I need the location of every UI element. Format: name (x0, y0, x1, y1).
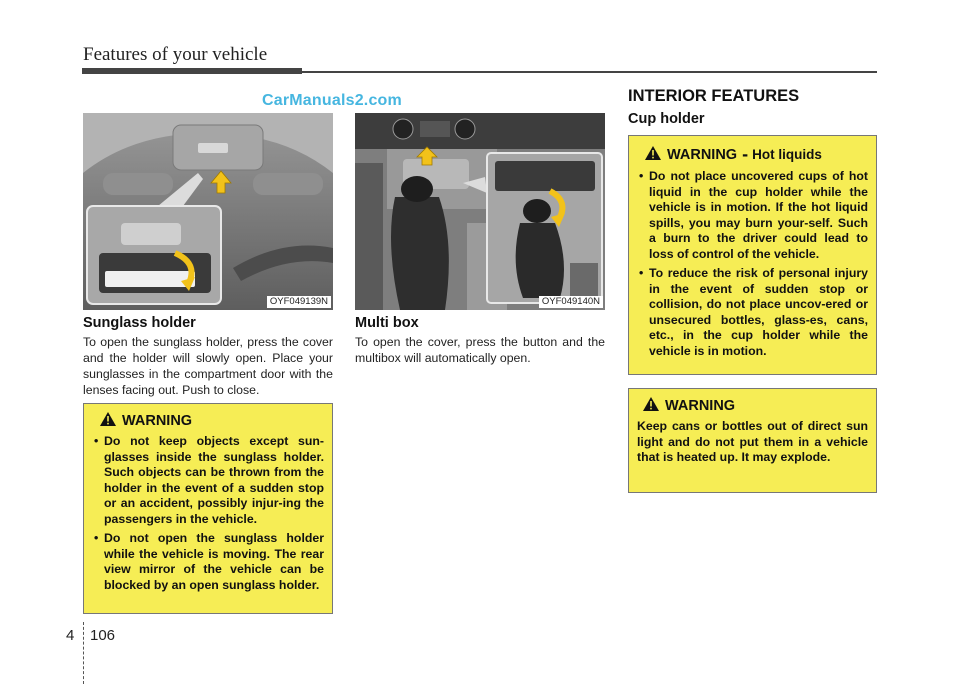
warning-list (92, 434, 324, 593)
warning-triangle-icon (645, 146, 661, 164)
sunglass-holder-title: Sunglass holder (83, 315, 196, 331)
warning-item: • Do not open the sunglass holder while the vehicle is moving. The rear view mirror of the vehicle can be blocked by an open sunglass holder. (92, 531, 324, 593)
warning-cans-box (628, 388, 877, 493)
sunglass-holder-body: To open the sunglass holder, press the cover and the holder will slowly open. Place your sunglasses in the compartment door with the lenses facing out. Push to close. (83, 335, 333, 397)
chapter-number: 4 (66, 627, 75, 644)
multi-box-photo (355, 113, 605, 310)
photo-code-left: OYF049139N (267, 296, 331, 308)
page-header-title: Features of your vehicle (83, 44, 268, 65)
warning-triangle-icon (643, 397, 659, 415)
multi-box-title: Multi box (355, 315, 419, 331)
warning-text: Keep cans or bottles out of direct sun light and do not put them in a vehicle that is heated up. It may explode. (637, 419, 868, 464)
warning-item: • Do not place uncovered cups of hot liquid in the cup holder while the vehicle is in motion. If the hot liquid spills, you may burn your-self. Such a burn to the driver could lead to loss of control of the vehicle. (637, 169, 868, 262)
warning-header (645, 144, 868, 165)
warning-triangle-icon (100, 412, 116, 430)
warning-title-dash: - (742, 144, 749, 164)
footer-divider (83, 622, 84, 684)
sunglass-holder-photo (83, 113, 333, 310)
multi-box-body: To open the cover, press the button and the multibox will automatically open. (355, 335, 605, 365)
warning-subtitle: Hot liquids (752, 147, 822, 162)
warning-title: WARNING (667, 146, 738, 163)
warning-title: WARNING (665, 398, 736, 414)
photo-code-right: OYF049140N (539, 296, 603, 308)
warning-title: WARNING (122, 413, 193, 429)
warning-item: • To reduce the risk of personal injury in the event of sudden stop or collision, do not place uncov-ered or unsecured bottles, glass-es, cans, etc., in the cup holder while the vehicle is in motion. (637, 266, 868, 359)
warning-list (637, 169, 868, 359)
header-rule-thick (82, 68, 302, 74)
watermark-link[interactable]: CarManuals2.com (262, 92, 402, 109)
warning-sunglass-box (83, 403, 333, 614)
warning-item: • Do not keep objects except sun-glasses inside the sunglass holder. Such objects can be thrown from the holder in the event of a sudden stop or an accident, possibly injur-ing the passengers in the vehicle. (92, 434, 324, 527)
warning-header (100, 412, 324, 430)
page-number: 106 (90, 627, 116, 644)
warning-header (643, 397, 868, 415)
interior-features-heading: INTERIOR FEATURES (628, 87, 800, 105)
cup-holder-title: Cup holder (628, 111, 705, 127)
warning-hot-liquids-box (628, 135, 877, 375)
header-rule-thin (300, 71, 877, 73)
